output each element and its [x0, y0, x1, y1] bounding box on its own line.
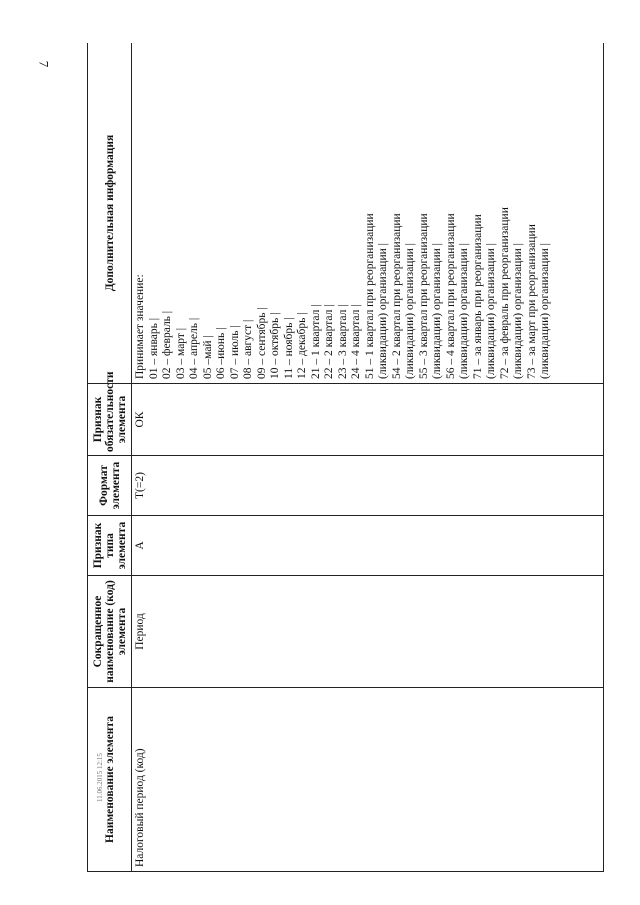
header-required-flag: Признак обязательности элемента: [88, 384, 132, 456]
list-item: 72 – за февраль при реорганизации: [498, 207, 511, 379]
list-item: 73 – за март при реорганизации: [525, 224, 538, 379]
cell-element-name: Налоговый период (код): [132, 688, 604, 872]
list-item: (ликвидации) организации |: [377, 243, 389, 379]
list-item: (ликвидации) организации |: [431, 243, 443, 379]
list-item: 21 – 1 квартал |: [309, 304, 322, 379]
list-item: 71 – за январь при реорганизации: [471, 214, 484, 379]
list-item: 56 – 4 квартал при реорганизации: [444, 213, 457, 379]
list-item: 01 – январь |: [147, 318, 160, 379]
list-item: 12 – декабрь |: [296, 312, 308, 379]
value-list: [148, 47, 553, 379]
list-item: (ликвидации) организации |: [512, 243, 524, 379]
list-item: 23 – 3 квартал |: [336, 304, 349, 379]
list-item: (ликвидации) организации |: [404, 243, 416, 379]
table-header-row: [88, 43, 132, 872]
list-item: (ликвидации) организации |: [539, 243, 551, 379]
document-table-container: [87, 43, 604, 872]
cell-element-format: T(=2): [132, 456, 604, 516]
table-row: [132, 43, 604, 872]
rotated-table-frame: [87, 43, 604, 872]
list-item: 24 – 4 квартал |: [350, 304, 362, 379]
info-intro: Принимает значение:: [134, 274, 146, 379]
list-item: 05 –май |: [201, 335, 214, 379]
list-item: (ликвидации) организации |: [458, 243, 470, 379]
list-item: 55 – 3 квартал при реорганизации: [417, 213, 430, 379]
header-element-name: Наименование элемента: [88, 688, 132, 872]
list-item: 06 –июнь |: [215, 327, 227, 379]
list-item: 02 – февраль |: [161, 310, 173, 379]
print-stamp: 11.06.2015 12:15: [96, 753, 104, 802]
list-item: 54 – 2 квартал при реорганизации: [390, 213, 403, 379]
cell-additional-info: [132, 43, 604, 384]
header-short-name: Сокращенное наименование (код) элемента: [88, 576, 132, 688]
header-element-type: Признак типа элемента: [88, 516, 132, 576]
page-number: 7: [36, 60, 52, 68]
list-item: 22 – 2 квартал |: [323, 304, 335, 379]
list-item: 09 – сентябрь |: [255, 307, 268, 379]
list-item: 10 – октябрь |: [269, 312, 281, 379]
list-item: (ликвидации) организации |: [485, 243, 497, 379]
list-item: 08 – август |: [242, 319, 254, 379]
list-item: 04 – апрель |: [188, 317, 200, 379]
list-item: 03 – март |: [174, 327, 187, 379]
list-item: 11 – ноябрь |: [282, 317, 295, 379]
cell-short-name: Период: [132, 576, 604, 688]
header-element-format: Формат элемента: [88, 456, 132, 516]
list-item: 07 – июль |: [228, 325, 241, 379]
element-spec-table: [87, 43, 604, 872]
cell-required-flag: ОК: [132, 384, 604, 456]
list-item: 51 – 1 квартал при реорганизации: [363, 213, 376, 379]
header-additional-info: Дополнительная информация: [88, 43, 132, 384]
cell-element-type: А: [132, 516, 604, 576]
